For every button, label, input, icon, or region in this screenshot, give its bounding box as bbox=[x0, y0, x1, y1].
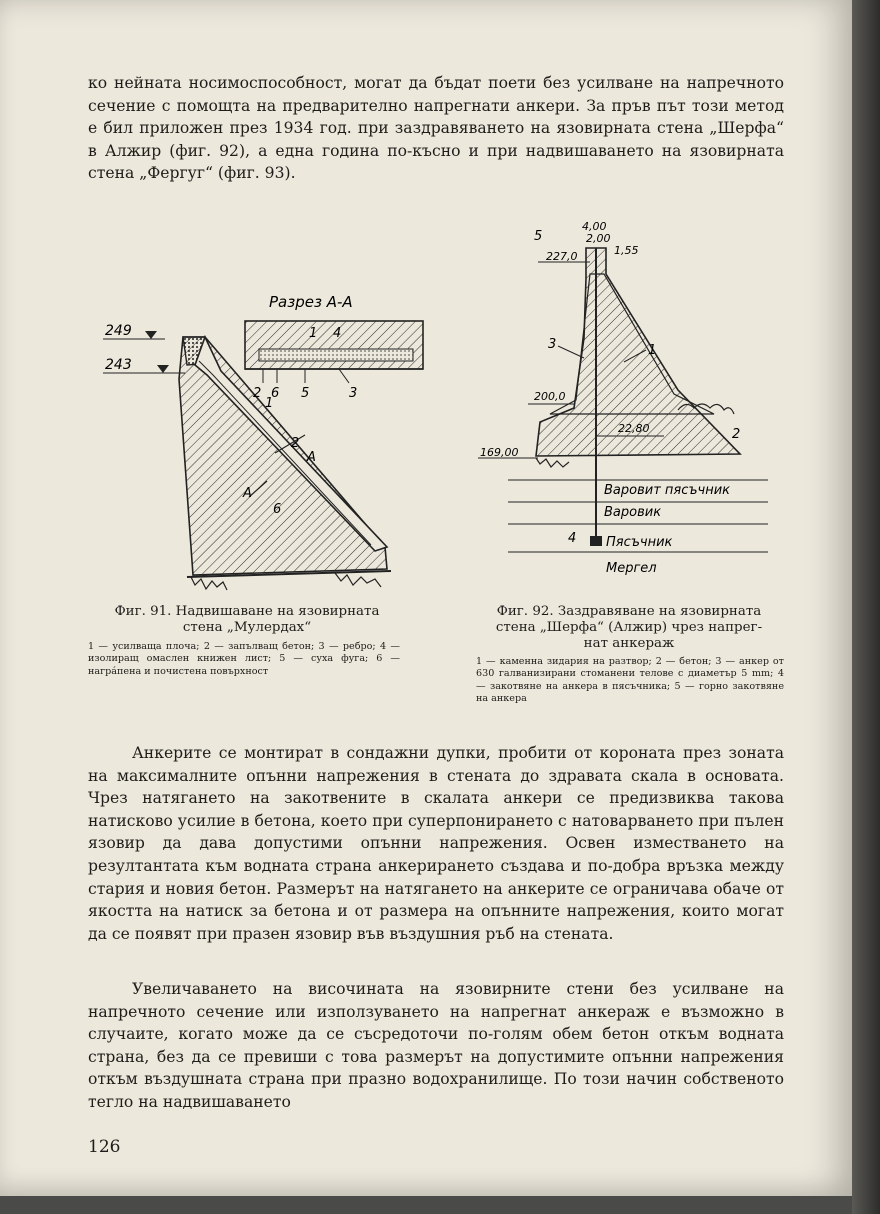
dim-227: 227,0 bbox=[546, 250, 578, 263]
section-mark-5: 5 bbox=[301, 386, 310, 401]
section-mark-6: 6 bbox=[271, 386, 280, 401]
figure-91-drawing bbox=[95, 285, 435, 605]
fig91-mark-1: 1 bbox=[265, 396, 274, 411]
fig91-mark-2: 2 bbox=[291, 436, 300, 451]
section-title: Разрез А-А bbox=[269, 293, 353, 311]
paragraph-anchors: Анкерите се монтират в сондажни дупки, пробити от короната през зоната на максималните опънни напрежения в стената до здравата скала в основата. Чрез натягането на закотвените в скалата анкери се предизвиква такова натисково усилие в бетона, което при суперпонирането с натоварването при пълен язовир да дава допустими опънни напрежения. Освен изместването на резултантата към водната страна анкерирането създава и по-добра връзка между стария и новия бетон. Размерът на натягането на анкерите се ограничава обаче от якостта на натиск за бетона и от размера на опънните напрежения, които могат да се появят при празен язовир във въздушния ръб на стената. bbox=[88, 744, 784, 943]
dim-22-80: 22,80 bbox=[618, 422, 650, 435]
dim-1-55: 1,55 bbox=[614, 244, 639, 257]
fig91-mark-A-upper: A bbox=[307, 450, 316, 465]
book-spine bbox=[852, 0, 880, 1214]
fig92-caption-line3: нат анкераж bbox=[583, 636, 675, 651]
paragraph-intro: ко нейната носимоспособност, могат да бъдат поети без усилване на напречното сечение с помощта на предварително напрегнати анкери. За пръв път този метод е бил приложен през 1934 год. при заздравяването на язовирната стена „Шерфа“ в Алжир (фиг. 92), а една година по-късно и при надвишаването на язовирната стена „Фергуг“ (фиг. 93). bbox=[88, 74, 784, 183]
fig92-legend: 1 — каменна зидария на разтвор; 2 — бетон; 3 — анкер от 630 галванизирани стоманени телове с диаметър 5 mm; 4 — закотвяне на анкера в пясъчника; 5 — горно закотвяне на анкера bbox=[476, 656, 784, 705]
figure-92-drawing bbox=[478, 218, 788, 588]
paragraph-height: Увеличаването на височината на язовирните стени без усилване на напречното сечение или използуването на напрегнат анкераж е възможно в случаите, когато може да се съсредоточи по-голям обем бетон откъм водната страна, без да се превиши с това размерът на допустимите опънни напрежения откъм въздушната страна при празно водохранилище. По този начин собственото тегло на надвишаването bbox=[88, 980, 784, 1111]
fig91-caption bbox=[88, 604, 406, 636]
stratum-limy-sandstone: Варовит пясъчник bbox=[604, 483, 731, 498]
dim-200: 200,0 bbox=[534, 390, 566, 403]
stratum-marl: Мергел bbox=[606, 561, 657, 576]
fig92-mark-1: 1 bbox=[648, 343, 657, 358]
fig92-caption-line2: стена „Шерфа“ (Алжир) чрез напрег- bbox=[495, 620, 763, 635]
fig91-mark-A-lower: A bbox=[243, 486, 252, 501]
dim-4-00: 4,00 bbox=[582, 220, 607, 233]
stratum-limestone: Варовик bbox=[604, 505, 662, 520]
section-mark-1: 1 bbox=[309, 326, 318, 341]
section-mark-2: 2 bbox=[253, 386, 262, 401]
dim-2-00: 2,00 bbox=[586, 232, 611, 245]
fig91-caption-line2: стена „Мулердах“ bbox=[182, 620, 312, 635]
fig92-mark-5: 5 bbox=[534, 229, 543, 244]
dim-169: 169,00 bbox=[480, 446, 519, 459]
fig92-mark-4: 4 bbox=[568, 531, 577, 546]
fig91-legend: 1 — усилваща плоча; 2 — запълващ бетон; 3 — ребро; 4 — изолиращ омаслен книжен лист; 5 — суха фуга; 6 — нагрáпена и почистена повърхност bbox=[88, 641, 400, 677]
fig92-mark-3: 3 bbox=[548, 337, 557, 352]
fig91-mark-6: 6 bbox=[273, 502, 282, 517]
section-mark-3: 3 bbox=[349, 386, 358, 401]
fig92-caption-line1: Фиг. 92. Заздравяване на язовирната bbox=[496, 604, 762, 619]
fig92-caption bbox=[474, 604, 784, 652]
fig92-mark-2: 2 bbox=[732, 427, 741, 442]
stratum-sandstone: Пясъчник bbox=[606, 535, 673, 550]
level-249: 249 bbox=[105, 323, 132, 339]
fig91-caption-line1: Фиг. 91. Надвишаване на язовирната bbox=[114, 604, 380, 619]
level-243: 243 bbox=[105, 357, 132, 373]
page-number: 126 bbox=[88, 1137, 121, 1157]
section-mark-4: 4 bbox=[333, 326, 342, 341]
